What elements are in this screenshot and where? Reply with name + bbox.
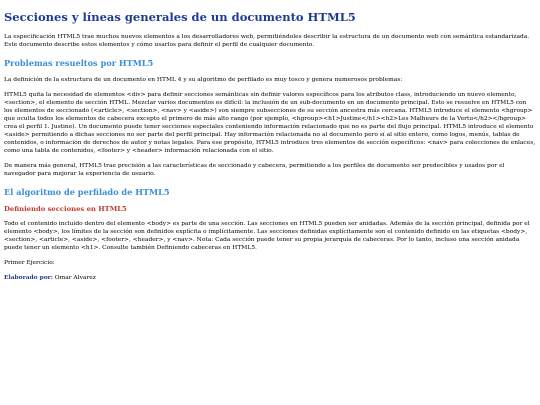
problems-summary-paragraph: De manera más general, HTML5 trae precisión a las características de seccionado y cabecera, permitiendo a los perfiles de documento ser predecibles y usados por el navegador para mejorar la experiencia de usuario. — [4, 163, 505, 177]
section-heading-algorithm: El algoritmo de perfilado de HTML5 — [4, 187, 170, 197]
intro-paragraph: La especificación HTML5 trae muchos nuevos elementos a los desarrolladores web, permitiéndoles describir la estructura de un documento web con semántica estandarizada. Este documento describe estos elementos y cómo usarlos para definir el perfil de cualquier documento. — [4, 34, 530, 48]
section-heading-problems: Problemas resueltos por HTML5 — [4, 58, 154, 68]
problems-detail-paragraph: HTML5 quita la necesidad de elementos <div> para definir secciones semánticas sin definir valores específicos para los atributos class, introduciendo un nuevo elemento, <section>, el elemento de sección HTML. Mezclar varios documentos es difícil: la inclusión de un sub-documento en un documento principal. Esto se resuelve en HTML5 con los elementos de seccionado (<article>, <section>, <nav> y <aside>) son siempre subsecciones de su sección ancestra más cercana. HTML5 introduce el elemento <hgroup> que oculta todos los elementos de cabecera excepto el primero de más alto rango (por ejemplo, <hgroup><h1>Justine</h1><h2>Les Malheurs de la Vertu</h2></hgroup> crea el perfil 1. Justine). Un documento puede tener secciones especiales conteniendo información relacionado que no es parte del flujo principal. HTML5 introduce el elemento <aside> permitiendo a dichas secciones no ser parte del perfil principal. Hay información relacionada no al documento pero sí al sitio entero, como logos, menús, tablas de contenidos, o información de derechos de autor y notas legales. Para ese propósito, HTML5 introduce tres elementos de sección específicos: <nav> para colecciones de enlaces, como una tabla de contenidos, <footer> y <header> información relacionada con el sitio. — [4, 92, 536, 154]
problems-intro-paragraph: La definición de la estructura de un documento en HTML 4 y su algoritmo de perfilado es muy tosco y genera numerosos problemas: — [4, 77, 403, 83]
sections-paragraph: Todo el contenido incluido dentro del elemento <body> es parte de una sección. Las secciones en HTML5 pueden ser anidadas. Además de la sección principal, definida por el elemento <body>, los límites de la sección son definidos explícita o implícitamente. Las secciones definidas explícitamente son el contenido definido en las etiquetas <body>, <section>, <article>, <aside>, <footer>, <header>, y <nav>. Nota: Cada sección puede tener su propia jerarquía de cabeceras. Por lo tanto, incluso una sección anidada puede tener un elemento <h1>. Consulte también Definiendo cabeceras en HTML5. — [4, 221, 530, 251]
page-title: Secciones y líneas generales de un documento HTML5 — [4, 10, 356, 24]
author-line — [4, 274, 536, 282]
subheading-defining-sections: Definiendo secciones en HTML5 — [4, 205, 127, 213]
author-name: Omar Alvarez — [52, 275, 96, 281]
author-label: Elaborado por: — [4, 274, 53, 281]
exercise-label: Primer Ejercicio: — [4, 260, 55, 266]
